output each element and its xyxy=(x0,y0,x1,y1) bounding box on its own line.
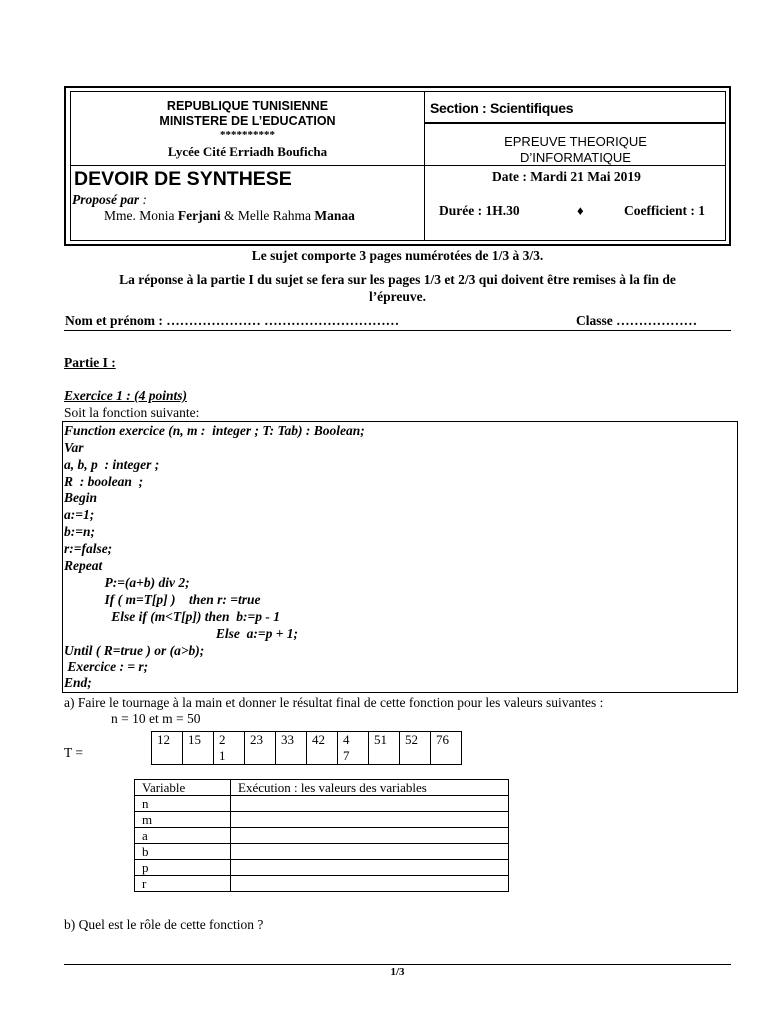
code-line: If ( m=T[p] ) then r: =true xyxy=(64,592,261,607)
t-array-cell xyxy=(307,732,338,765)
t-cell-line1: 12 xyxy=(157,732,170,747)
exam-duration: Durée : 1H.30 xyxy=(439,203,520,218)
code-line: Repeat xyxy=(64,558,103,573)
exam-date: Date : Mardi 21 Mai 2019 xyxy=(492,169,641,184)
value-cell[interactable] xyxy=(231,860,509,876)
trace-table xyxy=(134,779,509,892)
code-line: P:=(a+b) div 2; xyxy=(64,575,190,590)
code-line: a, b, p : integer ; xyxy=(64,457,160,472)
code-line: Else a:=p + 1; xyxy=(64,626,299,641)
variable-name: a xyxy=(135,828,231,844)
code-line: R : boolean ; xyxy=(64,474,144,489)
exam-type-line1: EPREUVE THEORIQUE xyxy=(504,134,647,149)
variable-name: p xyxy=(135,860,231,876)
value-cell[interactable] xyxy=(231,812,509,828)
page-number: 1/3 xyxy=(390,966,405,978)
t-cell-line1: 51 xyxy=(374,732,387,747)
variable-name: n xyxy=(135,796,231,812)
header-variable: Variable xyxy=(135,780,231,796)
code-line: Function exercice (n, m : integer ; T: Tab) : Boolean; xyxy=(64,423,365,438)
value-cell[interactable] xyxy=(231,796,509,812)
variable-name: m xyxy=(135,812,231,828)
t-array-table xyxy=(151,731,462,765)
t-cell-line1: 23 xyxy=(250,732,263,747)
question-a-values: n = 10 et m = 50 xyxy=(111,711,201,726)
proposed-label: Proposé par xyxy=(72,192,140,207)
table-row xyxy=(135,876,509,892)
code-line: a:=1; xyxy=(64,507,95,522)
t-array-row xyxy=(152,732,462,765)
t-cell-line2: 7 xyxy=(343,748,350,763)
value-cell[interactable] xyxy=(231,844,509,860)
table-row xyxy=(135,828,509,844)
t-cell-line2: 1 xyxy=(219,748,226,763)
exam-coefficient: Coefficient : 1 xyxy=(624,203,705,218)
school-name: Lycée Cité Erriadh Bouficha xyxy=(167,144,328,159)
t-array-label: T = xyxy=(64,745,83,760)
authors-mid: & Melle Rahma xyxy=(220,208,315,223)
t-array-cell xyxy=(183,732,214,765)
name-underline xyxy=(64,330,731,331)
exam-type-line2: D’INFORMATIQUE xyxy=(520,150,631,165)
authors-prefix: Mme. Monia xyxy=(104,208,178,223)
author2-last: Manaa xyxy=(314,208,355,223)
class-field-label: Classe ……………… xyxy=(576,313,698,328)
table-row xyxy=(135,796,509,812)
exercise-intro: Soit la fonction suivante: xyxy=(64,405,200,420)
code-line: b:=n; xyxy=(64,524,95,539)
t-cell-line1: 33 xyxy=(281,732,294,747)
variable-name: b xyxy=(135,844,231,860)
footer-rule xyxy=(64,964,731,965)
t-cell-line1: 2 xyxy=(219,732,226,747)
t-array-cell xyxy=(338,732,369,765)
trace-table-header xyxy=(135,780,509,796)
code-line: Begin xyxy=(64,490,98,505)
code-line: Until ( R=true ) or (a>b); xyxy=(64,643,205,658)
t-array-cell xyxy=(276,732,307,765)
t-cell-line1: 4 xyxy=(343,732,350,747)
code-line: r:=false; xyxy=(64,541,113,556)
t-cell-line1: 52 xyxy=(405,732,418,747)
answer-note-line1: La réponse à la partie I du sujet se fera sur les pages 1/3 et 2/3 qui doivent être remises à la fin de xyxy=(119,272,676,287)
section-label: Section : Scientifiques xyxy=(430,100,574,116)
t-array-cell xyxy=(400,732,431,765)
header-divider-right-top xyxy=(425,122,726,124)
t-array-cell xyxy=(245,732,276,765)
value-cell[interactable] xyxy=(231,876,509,892)
ministry-label: MINISTERE DE L’EDUCATION xyxy=(159,114,336,128)
header-execution: Exécution : les valeurs des variables xyxy=(231,780,509,796)
t-array-cell xyxy=(214,732,245,765)
republic-label: REPUBLIQUE TUNISIENNE xyxy=(166,99,329,113)
code-line: Var xyxy=(64,440,84,455)
table-row xyxy=(135,844,509,860)
t-array-cell xyxy=(369,732,400,765)
name-field-label: Nom et prénom : ………………… ………………………… xyxy=(65,313,400,328)
value-cell[interactable] xyxy=(231,828,509,844)
part-title: Partie I : xyxy=(64,355,116,370)
question-a: a) Faire le tournage à la main et donner le résultat final de cette fonction pour les valeurs suivantes : xyxy=(64,695,604,710)
diamond-icon: ♦ xyxy=(577,203,584,218)
answer-note-line2: l’épreuve. xyxy=(368,289,427,304)
t-array-cell xyxy=(431,732,462,765)
code-line: Exercice : = r; xyxy=(64,659,149,674)
author1-last: Ferjani xyxy=(177,208,221,223)
pages-note: Le sujet comporte 3 pages numérotées de 1/3 à 3/3. xyxy=(251,248,544,263)
t-cell-line1: 15 xyxy=(188,732,201,747)
t-cell-line1: 76 xyxy=(436,732,449,747)
table-row xyxy=(135,860,509,876)
t-cell-line1: 42 xyxy=(312,732,325,747)
authors xyxy=(104,208,355,224)
variable-name: r xyxy=(135,876,231,892)
code-line: End; xyxy=(64,675,92,690)
stars-separator: ********** xyxy=(220,129,275,141)
code-line: Else if (m<T[p]) then b:=p - 1 xyxy=(64,609,280,624)
page-title: DEVOIR DE SYNTHESE xyxy=(74,168,292,190)
exercise-title: Exercice 1 : (4 points) xyxy=(64,388,187,403)
proposed-colon: : xyxy=(139,192,147,207)
t-array-cell xyxy=(152,732,183,765)
header-divider-left xyxy=(70,165,425,166)
proposed-by xyxy=(72,192,147,208)
table-row xyxy=(135,812,509,828)
header-divider-right-bottom xyxy=(425,165,726,166)
question-b: b) Quel est le rôle de cette fonction ? xyxy=(64,917,264,932)
